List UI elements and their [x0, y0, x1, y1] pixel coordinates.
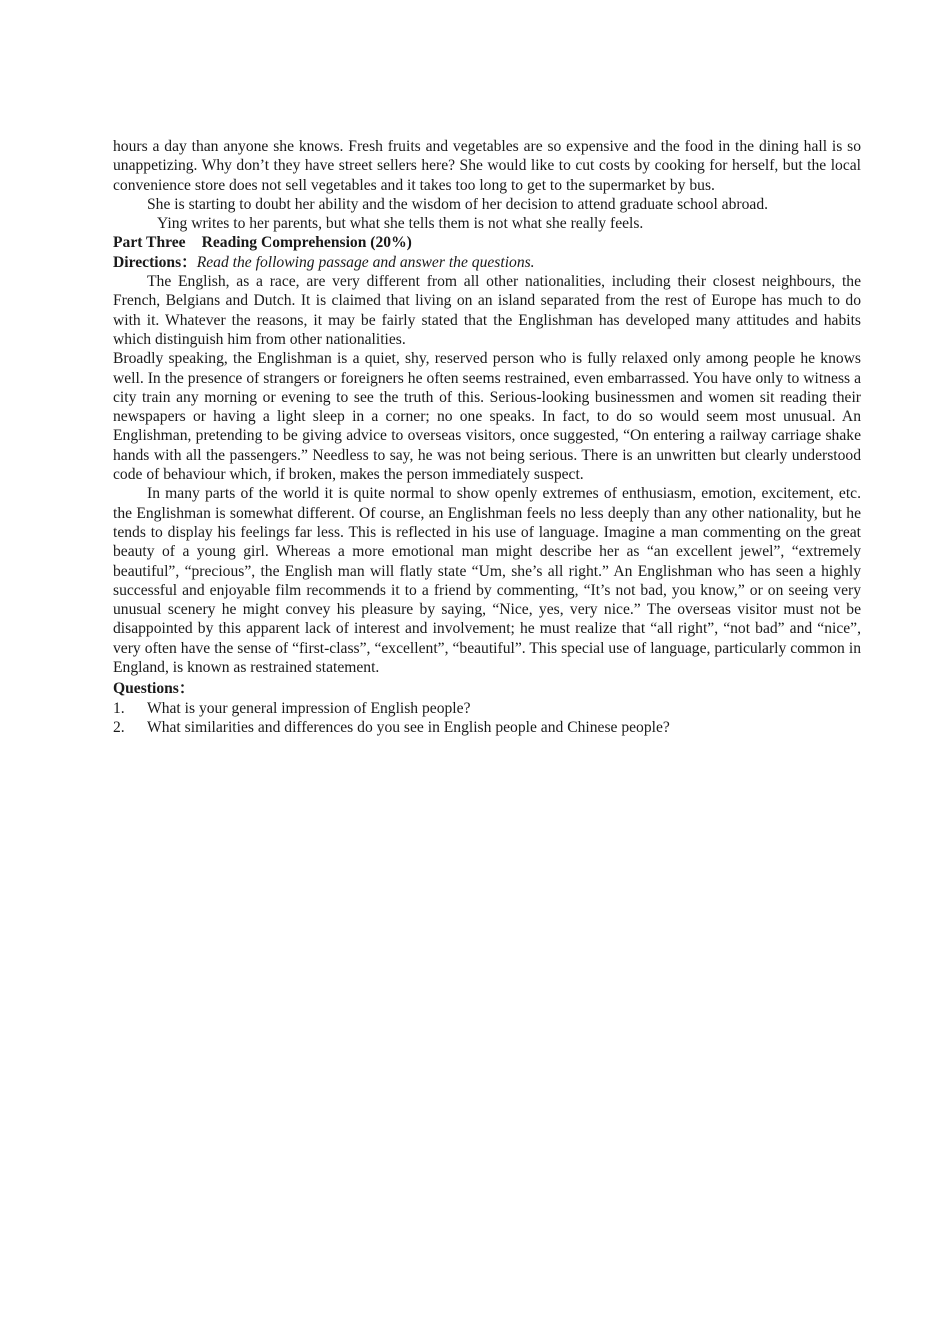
questions-list: [113, 699, 861, 738]
question-item: [113, 699, 861, 718]
directions-label: Directions：: [113, 253, 197, 271]
directions-text: Read the following passage and answer the questions.: [196, 253, 535, 271]
question-text: What is your general impression of English people?: [147, 699, 471, 717]
question-text: What similarities and differences do you see in English people and Chinese people?: [147, 718, 670, 736]
question-item: [113, 718, 861, 737]
continuation-paragraph: hours a day than anyone she knows. Fresh fruits and vegetables are so expensive and the food in the dining hall is so unappetizing. Why don’t they have street sellers here? She would like to cut costs by cooking for herself, but the local convenience store does not sell vegetables and it takes too long to get to the supermarket by bus.: [113, 138, 861, 194]
passage-paragraph: Broadly speaking, the Englishman is a quiet, shy, reserved person who is fully relaxed only among people he knows well. In the presence of strangers or foreigners he often seems restrained, even embarrassed. You have only to witness a city train any morning or evening to see the truth of this. Serious-looking businessmen and women sit reading their newspapers or having a light sleep in a corner; no one speaks. In fact, to do so would seem most unusual. An Englishman, pretending to be giving advice to overseas visitors, once suggested, “On entering a railway carriage shake hands with all the passengers.” Needless to say, he was not being serious. There is an unwritten but clearly understood code of behaviour which, if broken, makes the person immediately suspect.: [113, 350, 861, 484]
passage-paragraph: In many parts of the world it is quite normal to show openly extremes of enthusiasm, emotion, excitement, etc. the Englishman is somewhat different. Of course, an Englishman feels no less deeply than any other nationality, but he tends to display his feelings far less. This is reflected in his use of language. Imagine a man commenting on the great beauty of a young girl. Whereas a more emotional man might describe her as “an excellent jewel”, “extremely beautiful”, “precious”, the English man will flatly state “Um, she’s all right.” An Englishman who has seen a highly successful and enjoyable film recommends it to a friend by commenting, “It’s not bad, you know,” or on seeing very unusual scenery he might convey his pleasure by saying, “Nice, yes, very nice.” The overseas visitor must not be disappointed by this apparent lack of interest and involvement; he must realize that “all right”, “not bad” and “nice”, very often have the sense of “first-class”, “excellent”, “beautiful”. This special use of language, particularly common in England, is known as restrained statement.: [113, 485, 861, 677]
section-title: Reading Comprehension (20%): [201, 234, 412, 252]
question-number: 2.: [113, 718, 125, 736]
passage-paragraph: The English, as a race, are very different from all other nationalities, including their closest neighbours, the French, Belgians and Dutch. It is claimed that living on an island separated from the rest of Europe has much to do with it. Whatever the reasons, it may be fairly stated that the Englishman has developed many attitudes and habits which distinguish him from other nationalities.: [113, 273, 861, 348]
questions-heading: Questions：: [113, 680, 195, 698]
directions: [113, 253, 861, 272]
question-number: 1.: [113, 699, 125, 717]
document-page: [113, 137, 861, 737]
part-label: Part Three: [113, 234, 186, 252]
continuation-paragraph: She is starting to doubt her ability and the wisdom of her decision to attend graduate school abroad.: [147, 195, 769, 213]
continuation-paragraph: Ying writes to her parents, but what she tells them is not what she really feels.: [157, 215, 644, 233]
part-three-heading: [113, 233, 861, 252]
